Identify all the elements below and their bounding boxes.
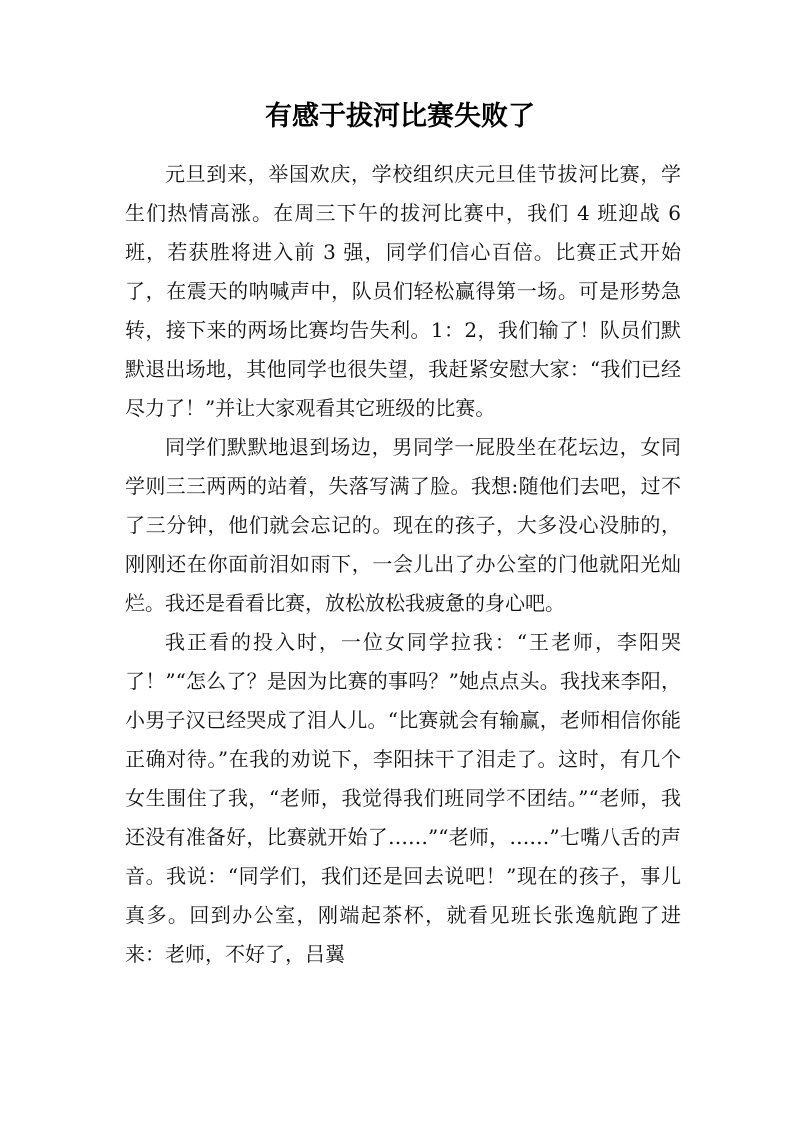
paragraph-1: 元旦到来，举国欢庆，学校组织庆元旦佳节拔河比赛，学生们热情高涨。在周三下午的拔河比赛中，我们 4 班迎战 6 班，若获胜将进入前 3 强，同学们信心百倍。比赛正式开始了，在震天的呐喊声中，队员们轻松赢得第一场。可是形势急转，接下来的两场比赛均告失利。1：2，我们输了！队员们默默退出场地，其他同学也很失望，我赶紧安慰大家：“我们已经尽力了！”并让大家观看其它班级的比赛。 bbox=[125, 162, 681, 420]
document-body bbox=[125, 155, 681, 974]
paragraph-3: 我正看的投入时，一位女同学拉我：“王老师，李阳哭了！”“怎么了？是因为比赛的事吗？”她点点头。我找来李阳，小男子汉已经哭成了泪人儿。“比赛就会有输赢，老师相信你能正确对待。”在我的劝说下，李阳抹干了泪走了。这时，有几个女生围住了我，“老师，我觉得我们班同学不团结。”“老师，我还没有准备好，比赛就开始了……”“老师，……”七嘴八舌的声音。我说：“同学们，我们还是回去说吧！”现在的孩子，事儿真多。回到办公室，刚端起茶杯，就看见班长张逸航跑了进来：老师，不好了，吕翼 bbox=[125, 630, 681, 966]
document-title: 有感于拔河比赛失败了 bbox=[265, 101, 535, 132]
paragraph-2: 同学们默默地退到场边，男同学一屁股坐在花坛边，女同学则三三两两的站着，失落写满了脸。我想:随他们去吧，过不了三分钟，他们就会忘记的。现在的孩子，大多没心没肺的，刚刚还在你面前泪如雨下，一会儿出了办公室的门他就阳光灿烂。我还是看看比赛，放松放松我疲惫的身心吧。 bbox=[125, 435, 681, 615]
